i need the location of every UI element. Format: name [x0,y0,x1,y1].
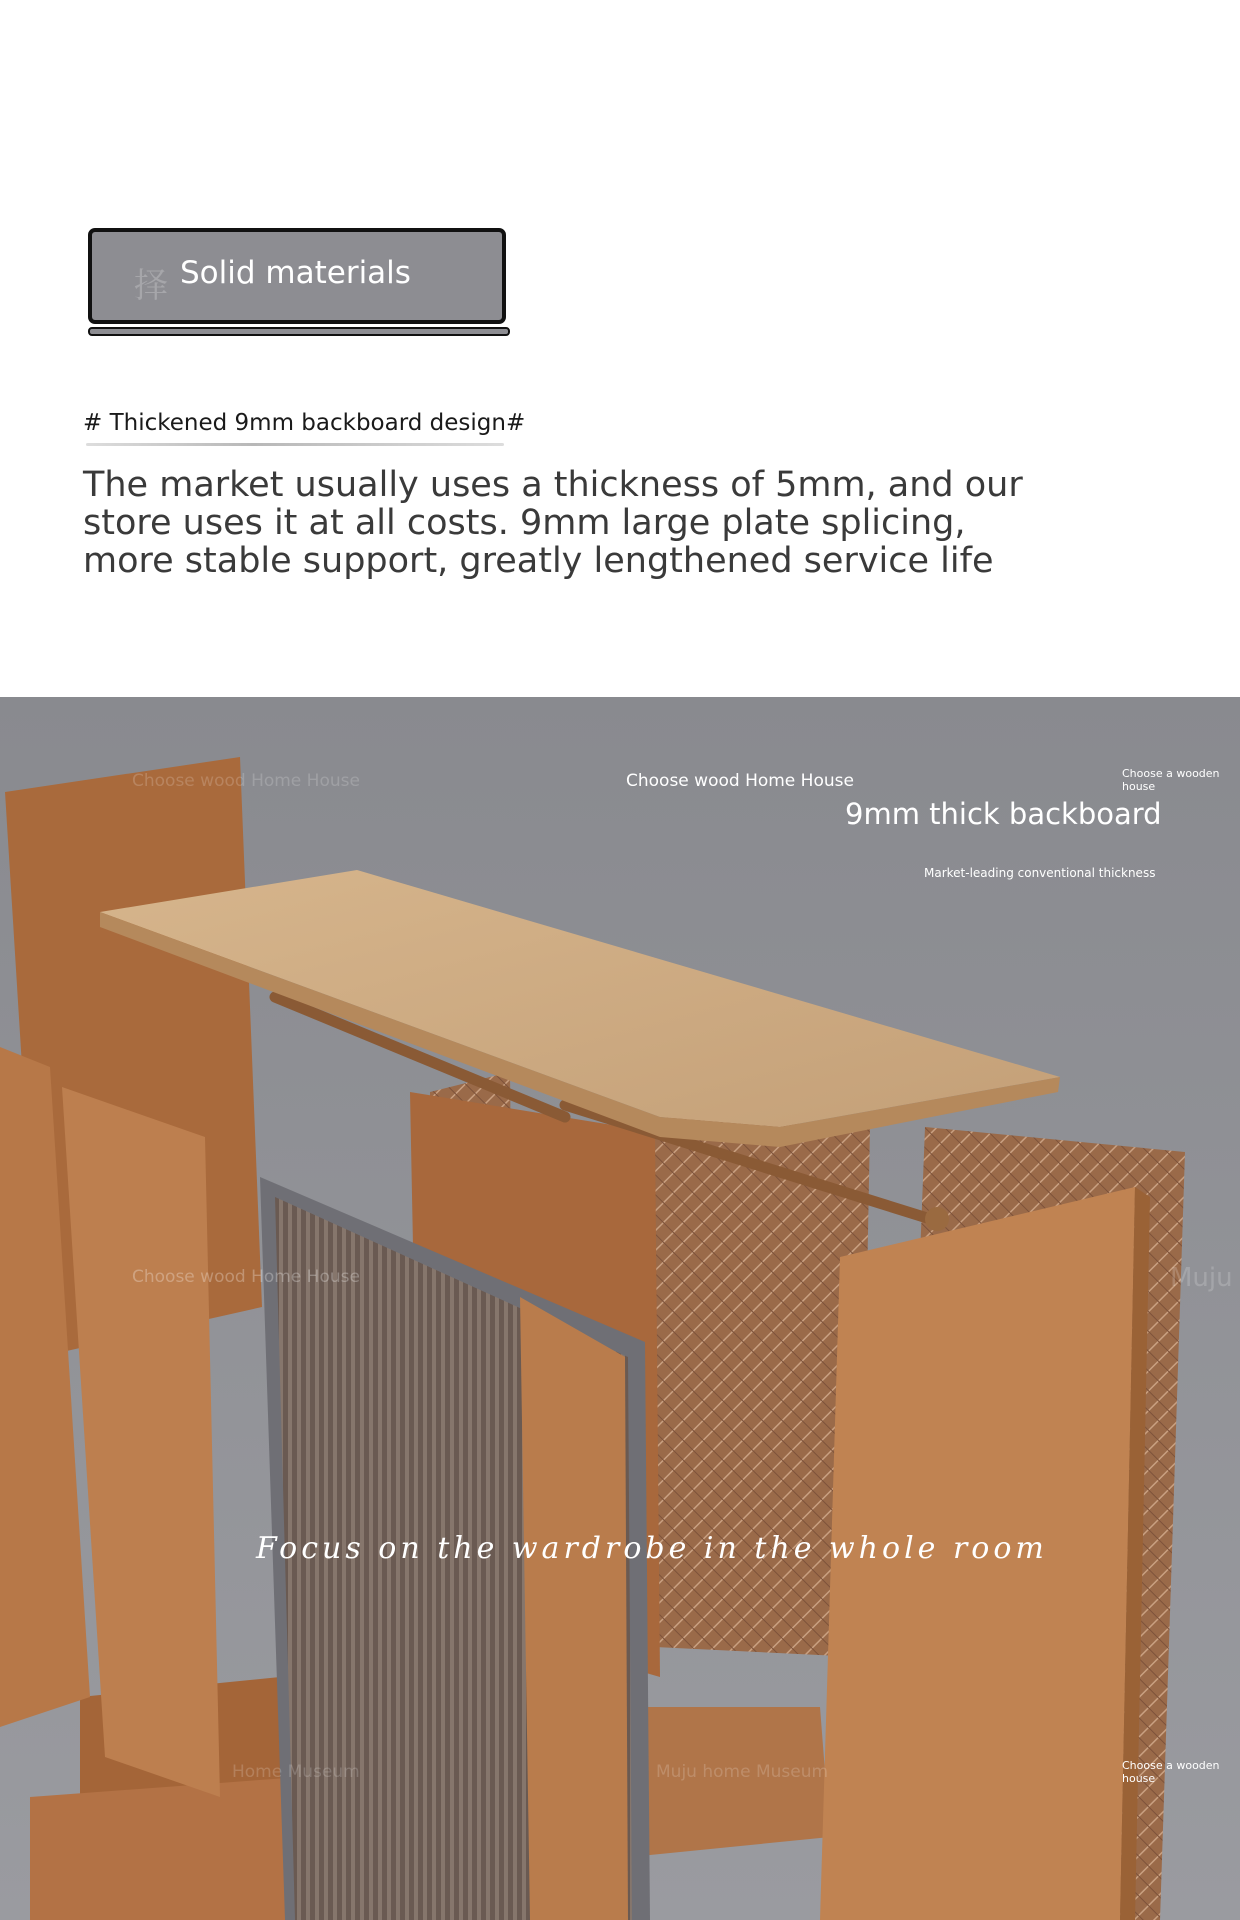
caption: Focus on the wardrobe in the whole room [256,1531,1048,1566]
watermark-mid-right: Muju [1170,1263,1233,1293]
intro-section [0,0,1240,697]
watermark-bottom-left: Home Museum [232,1762,360,1782]
headline: 9mm thick backboard [845,797,1162,831]
note-top-right: Choose a wooden house [1122,767,1220,793]
section-badge [88,228,506,338]
badge-ghost-glyph: 择 [134,266,168,306]
product-photo [0,697,1240,1920]
watermark-mid-left: Choose wood Home House [132,1267,360,1287]
note-bottom-right: Choose a wooden house [1122,1759,1220,1785]
subheading: # Thickened 9mm backboard design# [83,410,526,436]
tagline: Market-leading conventional thickness [924,866,1156,880]
watermark-top-left: Choose wood Home House [132,771,360,791]
description-paragraph: The market usually uses a thickness of 5mm, and our store uses it at all costs. 9mm large plate splicing, more stable support, greatly lengthened service life [83,465,1023,581]
wardrobe-illustration [0,697,1240,1920]
badge-label: Solid materials [180,255,411,291]
brand-top-center: Choose wood Home House [626,771,854,791]
watermark-bottom-center: Muju home Museum [656,1762,829,1782]
subheading-divider [86,443,504,446]
badge-underline [88,327,510,336]
